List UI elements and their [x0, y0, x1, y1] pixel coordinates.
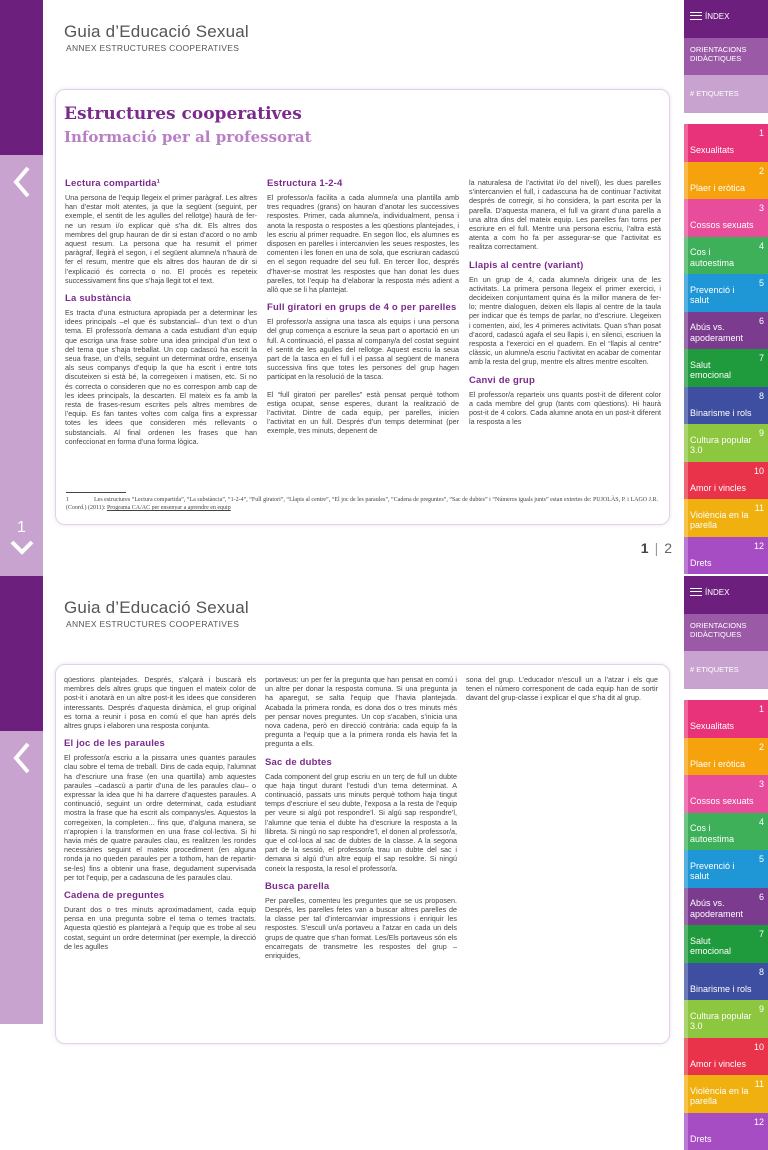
topic-number: 11	[755, 503, 764, 514]
topic-label: Binarisme i rols	[690, 984, 754, 995]
back-arrow-icon[interactable]	[8, 738, 36, 778]
left-nav-bar	[0, 576, 43, 1024]
topic-item[interactable]	[684, 888, 768, 926]
topic-label: Prevenció i salut	[690, 285, 754, 306]
topic-list	[684, 700, 768, 1150]
topic-number: 6	[759, 892, 764, 903]
doc-subtitle: ANNEX ESTRUCTURES COOPERATIVES	[66, 43, 239, 53]
subsection-heading: Canvi de grup	[469, 375, 661, 387]
text-column-3	[469, 178, 661, 434]
paragraph: Es tracta d’una estructura apropiada per a determinar les idees principals –el que és substancial– d’un text o d’un tema. El professor/a demana a cada estudiant d’un equip que escriga una frase sobre una idea principal d’un text o del tema que s’haja treballat. Un cop cadascú ha escrit la seua frase, un d’ells, seguint un determinat ordre, ensenya als seus companys d’equip la que ha escrit i entre tots discuteixen si està bé, la corregeixen i matisen, etc. Si no és correcta o consideren que no es correspon amb cap de les idees principals, la descarten. El mateix es fa amb la resta de frases-resum escrites pels altres membres de l’equip. Es fan tantes voltes com calga fins a expressar totes les idees que consideren més rellevants o substancials. Al final ordenen les frases que han confeccionat en forma d’una forma lògica.	[65, 308, 257, 446]
topic-item[interactable]	[684, 738, 768, 776]
etiquetes-button[interactable]: # ETIQUETES	[684, 75, 768, 113]
paragraph: Cada component del grup escriu en un terç de full un dubte que haja tingut durant l’estudi d’un tema determinat. A continuació, passats uns minuts perquè tothom haja tingut temps d’escriure el seu dubte, l’exposa a la resta de l’equip per veure si algú pot respondre’l. Si algú sap respondre’l, l’alumne que tenia el dubte ha d’escriure la resposta a la llibreta. Si ningú no sap respondre’l, el donen al professor/a, que el col·loca al sac de dubtes de la classe. A la segona part de la sessió, el professor/a trau un dubte del sac i demana si algú d’un altre equip el sap resoldre. Si ningú coneix la resposta, la resol el professor/a.	[265, 772, 457, 873]
text-column-2	[267, 178, 459, 444]
page-2	[0, 576, 768, 1024]
topic-label: Abús vs. apoderament	[690, 898, 754, 919]
footnote-divider	[66, 492, 126, 493]
topic-item[interactable]	[684, 1113, 768, 1150]
topic-label: Cultura popular 3.0	[690, 435, 754, 456]
topic-item[interactable]	[684, 1000, 768, 1038]
doc-title: Guia d’Educació Sexual	[64, 22, 249, 42]
topic-label: Sexualitats	[690, 721, 754, 732]
topic-number: 2	[759, 742, 764, 753]
paragraph: Una persona de l’equip llegeix el primer paràgraf. Les altres han d’estar molt atentes, ja que la següent (seguint, per exemple, el sentit de les agulles del rellotge) haurà de fer-ne un resum i/o explicar què s’ha dit. Els altres dos membres del grup hauran de dir si estan d’acord o no amb aquest resum. La persona que ha resumit el primer paràgraf, llegirà el segon, i el següent alumne/a n’haurà de fer el resum, mentre que els altres dos hauran de dir si l’explicació és correcta o no. El procés es repeteix successivament fins que s’haja llegit tot el text.	[65, 193, 257, 285]
subsection-heading: Busca parella	[265, 881, 457, 893]
topic-label: Amor i vincles	[690, 483, 754, 494]
footnote-link[interactable]: Programa CA/AC per ensenyar a aprendre en equip	[107, 505, 231, 511]
paragraph: portaveus: un per fer la pregunta que han pensat en comú i un altre per donar la resposta comuna. Si una pregunta ja ha aparegut, se salta l’equip que l’havia plantejada. Acabada la primera ronda, es dona dos o tres minuts més per pensar noves preguntes. Un cop s’acaben, s’inicia una nova cadena, però en direcció contrària: cada equip fa la pregunta a l’equip que a la primera ronda els havia fet la pregunta a ells.	[265, 675, 457, 749]
topic-item[interactable]	[684, 925, 768, 963]
topic-item[interactable]	[684, 850, 768, 888]
back-arrow-icon[interactable]	[8, 162, 36, 202]
topic-list	[684, 124, 768, 574]
topic-label: Cossos sexuats	[690, 796, 754, 807]
topic-item[interactable]	[684, 349, 768, 387]
topic-label: Plaer i eròtica	[690, 759, 754, 770]
paragraph: El professor/a facilita a cada alumne/a una plantilla amb tres requadres (grans) on hauran d’anotar les successives respostes. Primer, cada alumne/a, individualment, pensa i anota la resposta o respostes a les qüestions plantejades, i les escriu al primer requadre. En segon lloc, els alumnes es disposen en parelles i intercanvien les seues respostes, les comenten i les fonen en una de sola, que escriuran cadascú en el segon requadre del seu full. En tercer lloc, després d’haver-se mostrat les respostes que han donat les dues parelles, tot l’equip ha d’elaborar la resposta més adient a allò que se li ha plantejat.	[267, 193, 459, 294]
topic-item[interactable]	[684, 274, 768, 312]
pager: 1 | 2	[641, 540, 672, 556]
topic-label: Cos i autoestima	[690, 247, 754, 268]
content-box	[55, 89, 670, 525]
pager-current[interactable]: 1	[641, 540, 649, 556]
topic-label: Salut emocional	[690, 360, 754, 381]
topic-label: Cos i autoestima	[690, 823, 754, 844]
topic-number: 9	[759, 428, 764, 439]
topic-number: 1	[759, 128, 764, 139]
topic-number: 5	[759, 278, 764, 289]
paragraph: Per parelles, comenteu les preguntes que se us proposen. Després, les parelles fetes van a buscar altres parelles de la classe per tal d’intercanviar impressions i enriquir les respostes. S’escull un/a portaveu a l’atzar en cada un dels grups de quatre que s’han format. Les/Els portaveus són els encarregats de transmetre les respostes del grup –enriquides,	[265, 896, 457, 960]
subsection-heading: Cadena de preguntes	[64, 890, 256, 902]
topic-number: 8	[759, 967, 764, 978]
menu-icon	[690, 588, 702, 596]
topic-label: Prevenció i salut	[690, 861, 754, 882]
page-number: 1	[0, 519, 43, 537]
topic-item[interactable]	[684, 1038, 768, 1076]
topic-item[interactable]	[684, 775, 768, 813]
section-subheading: Informació per al professorat	[64, 128, 312, 146]
subsection-heading: Sac de dubtes	[265, 757, 457, 769]
topic-number: 11	[755, 1079, 764, 1090]
chevron-down-icon[interactable]	[9, 538, 35, 556]
paragraph: El professor/a escriu a la pissarra unes quantes paraules clau sobre el tema de treball. Dins de cada equip, l’alumnat ha d’escriure una frase (en una quartilla) amb aquestes paraules –cadascú a partir d’una de les paraules clau– o expressar la idea que hi ha darrere d’aquestes paraules. A continuació, seguint un ordre determinat, cada estudiant mostra la frase que ha escrit als companys/es. Aquestos la corregeixen, la completen... fins que, d’alguna manera, se n’apropien i la transformen en una frase col·lectiva. Si hi havia més de quatre paraules clau, es realitzen les rondes necessàries seguint el mateix procediment (en alguna ronda ja no queden paraules per a tothom, han de repartir-se-les) fins a obtenir una frase, degudament supervisada per tot l’equip, per a cadascuna de les paraules clau.	[64, 753, 256, 882]
topic-label: Cultura popular 3.0	[690, 1011, 754, 1032]
topic-number: 8	[759, 391, 764, 402]
right-sidebar	[684, 576, 768, 1024]
topic-label: Plaer i eròtica	[690, 183, 754, 194]
paragraph: qüestions plantejades. Després, s’alçarà i buscarà els membres dels altres grups que tinguen el mateix color de post-it i anotarà en un altre post-it les idees que consideren interessants. Després d’aquesta dinàmica, el grup original es torna a reunir i posa en comú el que han aprés dels altres grups i elaboren una resposta conjunta.	[64, 675, 256, 730]
doc-subtitle: ANNEX ESTRUCTURES COOPERATIVES	[66, 619, 239, 629]
topic-item[interactable]	[684, 1075, 768, 1113]
doc-title: Guia d’Educació Sexual	[64, 598, 249, 618]
footnote: 1 Les estructures “Lectura compartida”, “La substància”, “1-2-4”, “Full giratori”, “Llapis al centre”, “El joc de les paraules”, “Cadena de preguntes”, “Sac de dubtes” i “Números iguals junts” estan extretes de: PUJOLÀS, P. i LAGO J.R. (Coord.) (2011): Programa CA/AC per ensenyar a aprendre en equip	[66, 496, 664, 512]
text-column-2	[265, 675, 457, 968]
topic-item[interactable]	[684, 162, 768, 200]
text-column-1	[65, 178, 257, 454]
topic-label: Salut emocional	[690, 936, 754, 957]
paragraph: El professor/a reparteix uns quants post-it de diferent color a cada membre del grup (tants com qüestions). Hi haurà post-it de 4 colors. Cada alumne anota en un post-it diferent la resposta a les	[469, 390, 661, 427]
index-button[interactable]: ÍNDEX	[684, 576, 768, 614]
orientacions-button[interactable]: ORIENTACIONS DIDÀCTIQUES	[684, 38, 768, 75]
subsection-heading: La substància	[65, 293, 257, 305]
topic-label: Cossos sexuats	[690, 220, 754, 231]
topic-item[interactable]	[684, 462, 768, 500]
subsection-heading: Estructura 1-2-4	[267, 178, 459, 190]
left-nav-bar	[0, 0, 43, 576]
topic-label: Drets	[690, 1134, 754, 1145]
topic-number: 12	[754, 541, 764, 552]
topic-item[interactable]	[684, 700, 768, 738]
topic-number: 7	[759, 353, 764, 364]
paragraph: Durant dos o tres minuts aproximadament, cada equip pensa en una pregunta sobre el tema o temes tractats. Aquesta qüestió es plantejarà a l’equip que es trobe al seu costat, seguint un ordre determinat (per exemple, la direcció de les agulles	[64, 905, 256, 951]
topic-number: 2	[759, 166, 764, 177]
etiquetes-button[interactable]: # ETIQUETES	[684, 651, 768, 689]
topic-label: Binarisme i rols	[690, 408, 754, 419]
topic-label: Drets	[690, 558, 754, 569]
subsection-heading: Lectura compartida¹	[65, 178, 257, 190]
subsection-heading: El joc de les paraules	[64, 738, 256, 750]
orientacions-button[interactable]: ORIENTACIONS DIDÀCTIQUES	[684, 614, 768, 651]
topic-label: Amor i vincles	[690, 1059, 754, 1070]
pager-total[interactable]: 2	[664, 540, 672, 556]
menu-icon	[690, 12, 702, 20]
topic-label: Sexualitats	[690, 145, 754, 156]
topic-item[interactable]	[684, 537, 768, 575]
subsection-heading: Full giratori en grups de 4 o per parelles	[267, 302, 459, 314]
topic-number: 3	[759, 779, 764, 790]
paragraph: sona del grup. L’educador n’escull un a l’atzar i els que tenen el número corresponent de cada equip han de sortir davant del grup-classe i explicar el que s’ha dit al grup.	[466, 675, 658, 703]
topic-item[interactable]	[684, 813, 768, 851]
topic-number: 4	[759, 241, 764, 252]
topic-number: 7	[759, 929, 764, 940]
topic-number: 10	[754, 1042, 764, 1053]
topic-number: 10	[754, 466, 764, 477]
topic-item[interactable]	[684, 312, 768, 350]
topic-number: 5	[759, 854, 764, 865]
topic-item[interactable]	[684, 499, 768, 537]
text-column-3	[466, 675, 658, 711]
right-sidebar	[684, 0, 768, 576]
topic-number: 9	[759, 1004, 764, 1015]
text-column-1	[64, 675, 256, 959]
paragraph: El professor/a assigna una tasca als equips i una persona del grup comença a escriure la seua part o aportació en un full. A continuació, el passa al company/a del costat seguint el sentit de les agulles del rellotge. Aquest escriu la seua part de la tasca en el full i el passa al següent de manera successiva fins que totes les persones del grup hagen participat en la resolució de la tasca.	[267, 317, 459, 381]
index-button[interactable]: ÍNDEX	[684, 0, 768, 38]
content-box	[55, 664, 670, 1044]
topic-item[interactable]	[684, 199, 768, 237]
topic-number: 12	[754, 1117, 764, 1128]
topic-item[interactable]	[684, 424, 768, 462]
topic-item[interactable]	[684, 237, 768, 275]
paragraph: En un grup de 4, cada alumne/a dirigeix una de les activitats. La primera persona llegeix el primer exercici, i decideixen conjuntament quina és la millor manera de fer-lo; mentre dialoguen, deixen els llapis al centre de la taula per indicar que és temps de parlar, no d’escriure. Llegeixen i comenten, així, les 4 primeres activitats. Quan s’han posat d’acord, cadascú agafa el seu llapis i, en silenci, escriuen la resposta a l’exercici en el quadern. En el “llapis al centre” clàssic, un alumne/a escriu l’activitat en acabar de comentar amb la resta del grup, mentre els altres mentre escolten.	[469, 275, 661, 367]
topic-label: Abús vs. apoderament	[690, 322, 754, 343]
topic-item[interactable]	[684, 387, 768, 425]
paragraph: El “full giratori per parelles” està pensat perquè tothom estiga ocupat, sense esperes, durant la realització de l’activitat. Dintre de cada equip, per parelles, inicien l’activitat en un full. Després d’un temps determinat (per exemple, tres minuts, depenent de	[267, 390, 459, 436]
topic-number: 4	[759, 817, 764, 828]
topic-number: 6	[759, 316, 764, 327]
topic-label: Violència en la parella	[690, 1086, 754, 1107]
subsection-heading: Llapis al centre (variant)	[469, 260, 661, 272]
topic-item[interactable]	[684, 963, 768, 1001]
section-heading: Estructures cooperatives	[64, 104, 302, 124]
topic-number: 1	[759, 704, 764, 715]
topic-number: 3	[759, 203, 764, 214]
topic-item[interactable]	[684, 124, 768, 162]
paragraph: la naturalesa de l’activitat i/o del nivell), les dues parelles s’intercanvien el full, i cadascuna ha de continuar l’activitat després de corregir, si ho considera, la part escrita per la parella. D’aquesta manera, el full va girant d’una parella a una altra dins del mateix equip. Les parelles fan torns per escriure en el full. Mentre una persona escriu, l’altra està atenta a com ho fa per assegurar-se que l’activitat es realitza correctament.	[469, 178, 661, 252]
topic-label: Violència en la parella	[690, 510, 754, 531]
